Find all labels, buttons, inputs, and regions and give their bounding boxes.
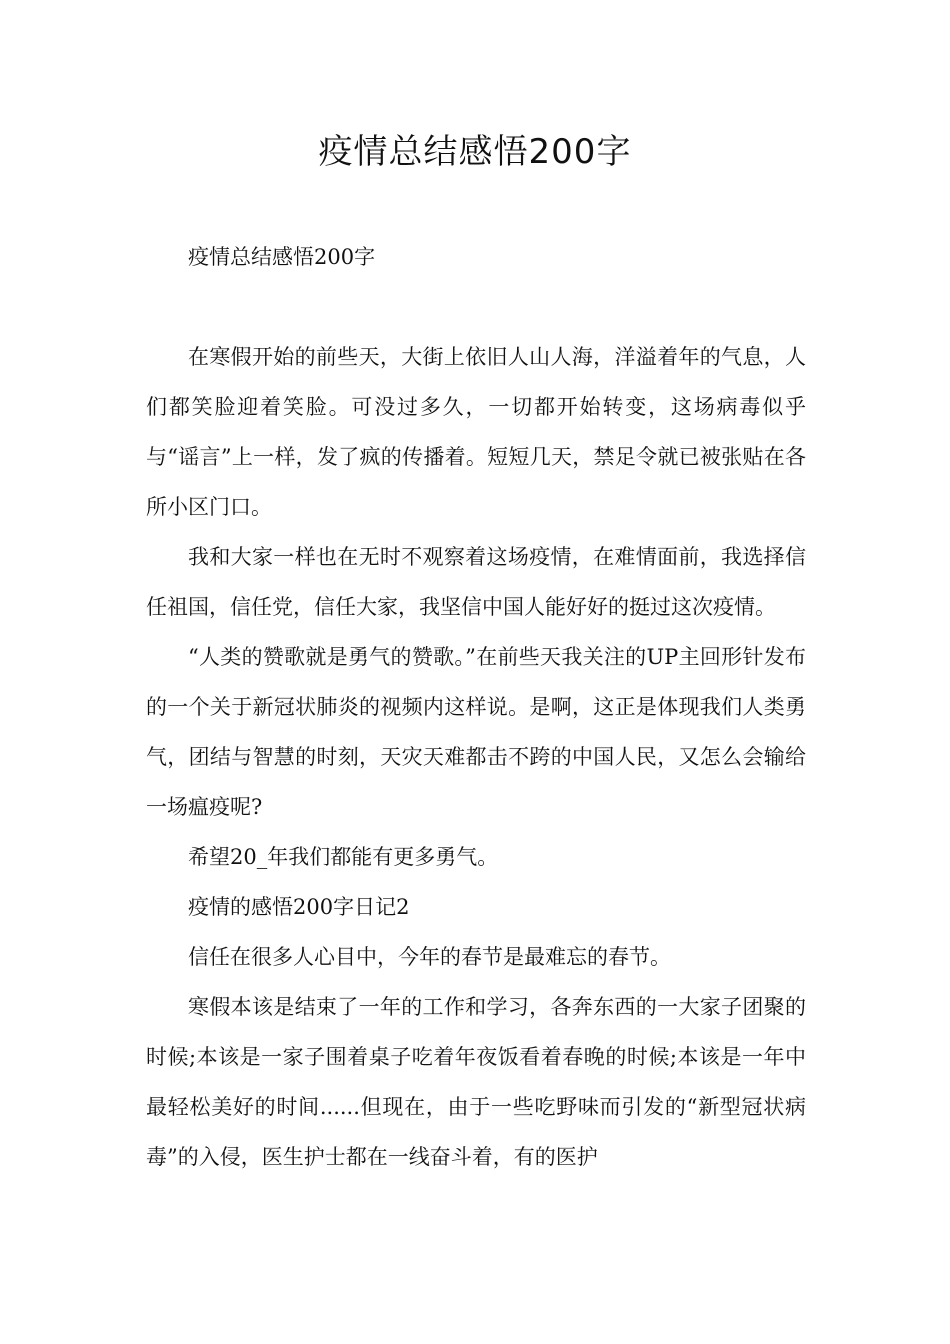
document-title: 疫情总结感悟200字 (318, 132, 632, 172)
paragraph: 寒假本该是结束了一年的工作和学习，各奔东西的一大家子团聚的时候;本该是一家子围着桌子吃着年夜饭看着春晚的时候;本该是一年中最轻松美好的时间......但现在，由于一些吃野味而引发的“新型冠状病毒”的入侵，医生护士都在一线奋斗着，有的医护 (146, 995, 806, 1169)
paragraph: “人类的赞歌就是勇气的赞歌。”在前些天我关注的UP主回形针发布的一个关于新冠状肺炎的视频内这样说。是啊，这正是体现我们人类勇气，团结与智慧的时刻，天灾天难都击不跨的中国人民，又怎么会输给一场瘟疫呢? (146, 645, 806, 819)
subtitle-paragraph: 疫情总结感悟200字 (188, 245, 376, 269)
section-heading: 疫情的感悟200字日记2 (188, 895, 410, 919)
paragraph: 我和大家一样也在无时不观察着这场疫情，在难情面前，我选择信任祖国，信任党，信任大家，我坚信中国人能好好的挺过这次疫情。 (146, 545, 806, 619)
paragraph: 在寒假开始的前些天，大街上依旧人山人海，洋溢着年的气息，人们都笑脸迎着笑脸。可没过多久，一切都开始转变，这场病毒似乎与“谣言”上一样，发了疯的传播着。短短几天，禁足令就已被张贴在各所小区门口。 (146, 345, 806, 519)
document-body (146, 232, 806, 1182)
paragraph: 希望20_年我们都能有更多勇气。 (188, 845, 499, 869)
paragraph: 信任在很多人心目中，今年的春节是最难忘的春节。 (188, 945, 671, 969)
